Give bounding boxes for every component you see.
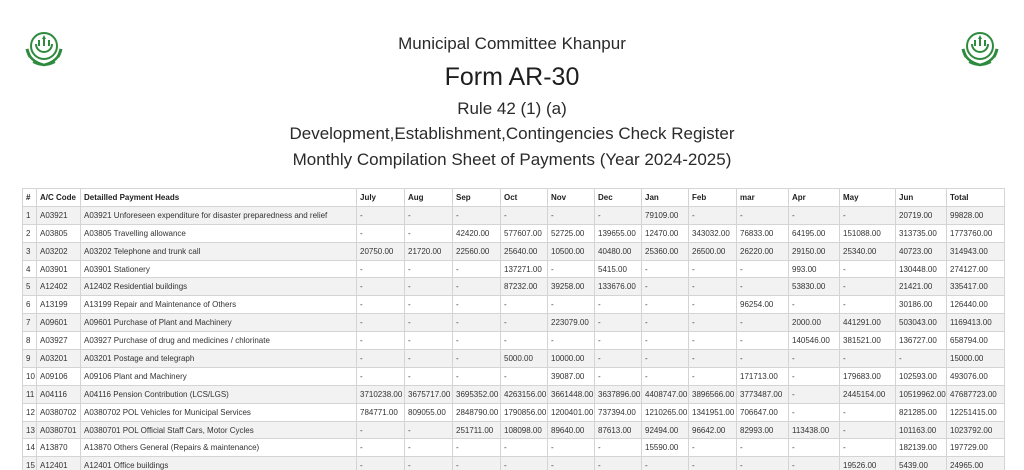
column-header-may: May <box>840 189 896 207</box>
cell-july: - <box>357 314 405 332</box>
cell-nov: - <box>548 206 595 224</box>
table-row <box>23 278 1005 296</box>
cell-dec: - <box>595 350 642 368</box>
cell-may: - <box>840 403 896 421</box>
cell-aug: - <box>405 421 453 439</box>
cell-aug: - <box>405 350 453 368</box>
cell-mar: 706647.00 <box>737 403 789 421</box>
column-header-apr: Apr <box>789 189 840 207</box>
cell-oct: 25640.00 <box>501 242 548 260</box>
committee-name: Municipal Committee Khanpur <box>398 34 626 53</box>
cell-dec: - <box>595 457 642 470</box>
cell-jan: 92494.00 <box>642 421 689 439</box>
cell-total: 15000.00 <box>947 350 1005 368</box>
cell-oct: - <box>501 314 548 332</box>
cell-oct: 5000.00 <box>501 350 548 368</box>
column-header-total: Total <box>947 189 1005 207</box>
cell-apr: - <box>789 439 840 457</box>
cell-nov: 3661448.00 <box>548 385 595 403</box>
cell-row-number: 14 <box>23 439 37 457</box>
cell-mar: - <box>737 206 789 224</box>
column-header-july: July <box>357 189 405 207</box>
cell-total: 335417.00 <box>947 278 1005 296</box>
cell-ac-code: A03202 <box>37 242 81 260</box>
cell-mar: - <box>737 260 789 278</box>
cell-total: 493076.00 <box>947 367 1005 385</box>
table-row <box>23 314 1005 332</box>
cell-dec: 5415.00 <box>595 260 642 278</box>
cell-payment-head: A13870 Others General (Repairs & maintenance) <box>81 439 357 457</box>
cell-payment-head: A09601 Purchase of Plant and Machinery <box>81 314 357 332</box>
table-row <box>23 296 1005 314</box>
cell-sep: - <box>453 278 501 296</box>
cell-dec: 87613.00 <box>595 421 642 439</box>
cell-ac-code: A09106 <box>37 367 81 385</box>
cell-may: - <box>840 439 896 457</box>
cell-apr: 2000.00 <box>789 314 840 332</box>
cell-sep: - <box>453 457 501 470</box>
cell-oct: - <box>501 439 548 457</box>
cell-jan: 79109.00 <box>642 206 689 224</box>
cell-may: - <box>840 350 896 368</box>
cell-nov: - <box>548 260 595 278</box>
cell-may: 151088.00 <box>840 224 896 242</box>
cell-feb: 1341951.00 <box>689 403 737 421</box>
cell-dec: - <box>595 314 642 332</box>
column-header-mar: mar <box>737 189 789 207</box>
cell-dec: - <box>595 439 642 457</box>
cell-payment-head: A03805 Travelling allowance <box>81 224 357 242</box>
cell-dec: 133676.00 <box>595 278 642 296</box>
cell-dec: 3637896.00 <box>595 385 642 403</box>
cell-july: - <box>357 224 405 242</box>
cell-ac-code: A03927 <box>37 332 81 350</box>
cell-nov: - <box>548 439 595 457</box>
cell-jun: 503043.00 <box>896 314 947 332</box>
cell-payment-head: A12402 Residential buildings <box>81 278 357 296</box>
cell-payment-head: A03921 Unforeseen expenditure for disaster preparedness and relief <box>81 206 357 224</box>
cell-aug: - <box>405 206 453 224</box>
table-row <box>23 439 1005 457</box>
cell-total: 274127.00 <box>947 260 1005 278</box>
cell-may: 2445154.00 <box>840 385 896 403</box>
cell-may: 441291.00 <box>840 314 896 332</box>
cell-jan: - <box>642 260 689 278</box>
cell-mar: 3773487.00 <box>737 385 789 403</box>
cell-apr: 53830.00 <box>789 278 840 296</box>
table-row <box>23 242 1005 260</box>
cell-aug: - <box>405 296 453 314</box>
cell-aug: - <box>405 367 453 385</box>
cell-jun: 130448.00 <box>896 260 947 278</box>
cell-row-number: 6 <box>23 296 37 314</box>
cell-mar: - <box>737 439 789 457</box>
cell-aug: - <box>405 314 453 332</box>
cell-apr: - <box>789 457 840 470</box>
cell-row-number: 9 <box>23 350 37 368</box>
cell-dec: - <box>595 206 642 224</box>
cell-nov: - <box>548 457 595 470</box>
cell-jan: 25360.00 <box>642 242 689 260</box>
cell-july: - <box>357 332 405 350</box>
cell-apr: 29150.00 <box>789 242 840 260</box>
table-row <box>23 224 1005 242</box>
cell-apr: - <box>789 385 840 403</box>
cell-total: 314943.00 <box>947 242 1005 260</box>
column-header-aug: Aug <box>405 189 453 207</box>
cell-row-number: 11 <box>23 385 37 403</box>
cell-total: 12251415.00 <box>947 403 1005 421</box>
cell-jun: 101163.00 <box>896 421 947 439</box>
cell-mar: - <box>737 457 789 470</box>
cell-payment-head: A0380702 POL Vehicles for Municipal Services <box>81 403 357 421</box>
cell-mar: - <box>737 332 789 350</box>
cell-aug: 809055.00 <box>405 403 453 421</box>
cell-july: - <box>357 350 405 368</box>
cell-july: 20750.00 <box>357 242 405 260</box>
cell-apr: - <box>789 367 840 385</box>
cell-apr: - <box>789 206 840 224</box>
cell-row-number: 3 <box>23 242 37 260</box>
cell-apr: - <box>789 350 840 368</box>
cell-total: 24965.00 <box>947 457 1005 470</box>
cell-nov: 1200401.00 <box>548 403 595 421</box>
cell-ac-code: A04116 <box>37 385 81 403</box>
cell-total: 197729.00 <box>947 439 1005 457</box>
cell-mar: - <box>737 350 789 368</box>
cell-july: - <box>357 457 405 470</box>
cell-may: - <box>840 206 896 224</box>
cell-may: - <box>840 421 896 439</box>
cell-apr: - <box>789 296 840 314</box>
cell-july: - <box>357 260 405 278</box>
cell-total: 1169413.00 <box>947 314 1005 332</box>
cell-may: - <box>840 296 896 314</box>
sheet-title: Monthly Compilation Sheet of Payments (Year 2024-2025) <box>292 150 732 169</box>
cell-july: 3710238.00 <box>357 385 405 403</box>
table-header-row <box>23 189 1005 207</box>
cell-sep: 22560.00 <box>453 242 501 260</box>
cell-dec: - <box>595 296 642 314</box>
cell-ac-code: A03201 <box>37 350 81 368</box>
cell-oct: 87232.00 <box>501 278 548 296</box>
column-header-row-number: # <box>23 189 37 207</box>
cell-oct: - <box>501 296 548 314</box>
cell-jun: 102593.00 <box>896 367 947 385</box>
cell-mar: 171713.00 <box>737 367 789 385</box>
cell-aug: 21720.00 <box>405 242 453 260</box>
cell-mar: 96254.00 <box>737 296 789 314</box>
cell-july: 784771.00 <box>357 403 405 421</box>
cell-jun: 821285.00 <box>896 403 947 421</box>
cell-nov: 39258.00 <box>548 278 595 296</box>
cell-ac-code: A03805 <box>37 224 81 242</box>
cell-feb: - <box>689 350 737 368</box>
cell-sep: 2848790.00 <box>453 403 501 421</box>
cell-total: 126440.00 <box>947 296 1005 314</box>
cell-payment-head: A13199 Repair and Maintenance of Others <box>81 296 357 314</box>
cell-sep: - <box>453 367 501 385</box>
cell-oct: - <box>501 367 548 385</box>
payments-table <box>22 188 1005 470</box>
rule-reference: Rule 42 (1) (a) <box>457 99 567 118</box>
cell-aug: - <box>405 457 453 470</box>
cell-row-number: 4 <box>23 260 37 278</box>
cell-apr: 993.00 <box>789 260 840 278</box>
table-row <box>23 457 1005 470</box>
table-row <box>23 260 1005 278</box>
cell-sep: - <box>453 332 501 350</box>
cell-payment-head: A03202 Telephone and trunk call <box>81 242 357 260</box>
cell-total: 99828.00 <box>947 206 1005 224</box>
cell-nov: 52725.00 <box>548 224 595 242</box>
cell-may: 19526.00 <box>840 457 896 470</box>
cell-payment-head: A09106 Plant and Machinery <box>81 367 357 385</box>
cell-feb: - <box>689 314 737 332</box>
cell-feb: - <box>689 457 737 470</box>
cell-sep: - <box>453 314 501 332</box>
cell-total: 1773760.00 <box>947 224 1005 242</box>
cell-aug: - <box>405 224 453 242</box>
cell-jun: 5439.00 <box>896 457 947 470</box>
cell-row-number: 7 <box>23 314 37 332</box>
cell-jan: 12470.00 <box>642 224 689 242</box>
cell-feb: 3896566.00 <box>689 385 737 403</box>
cell-jun: 136727.00 <box>896 332 947 350</box>
cell-ac-code: A12402 <box>37 278 81 296</box>
column-header-payment-head: Detailled Payment Heads <box>81 189 357 207</box>
cell-july: - <box>357 367 405 385</box>
cell-dec: 40480.00 <box>595 242 642 260</box>
cell-sep: - <box>453 350 501 368</box>
cell-july: - <box>357 296 405 314</box>
column-header-ac-code: A/C Code <box>37 189 81 207</box>
column-header-oct: Oct <box>501 189 548 207</box>
cell-payment-head: A03901 Stationery <box>81 260 357 278</box>
cell-apr: - <box>789 403 840 421</box>
table-row <box>23 367 1005 385</box>
table-row <box>23 206 1005 224</box>
cell-oct: 577607.00 <box>501 224 548 242</box>
cell-dec: 139655.00 <box>595 224 642 242</box>
column-header-dec: Dec <box>595 189 642 207</box>
cell-jan: - <box>642 296 689 314</box>
cell-mar: 82993.00 <box>737 421 789 439</box>
cell-jan: - <box>642 350 689 368</box>
cell-feb: - <box>689 367 737 385</box>
cell-jan: - <box>642 367 689 385</box>
cell-dec: 737394.00 <box>595 403 642 421</box>
table-row <box>23 403 1005 421</box>
cell-july: - <box>357 278 405 296</box>
payments-table-container <box>22 188 1004 470</box>
cell-nov: 10000.00 <box>548 350 595 368</box>
cell-jun: 313735.00 <box>896 224 947 242</box>
cell-row-number: 8 <box>23 332 37 350</box>
cell-sep: - <box>453 260 501 278</box>
cell-ac-code: A03901 <box>37 260 81 278</box>
cell-dec: - <box>595 367 642 385</box>
cell-payment-head: A03927 Purchase of drug and medicines / chlorinate <box>81 332 357 350</box>
cell-ac-code: A13199 <box>37 296 81 314</box>
column-header-feb: Feb <box>689 189 737 207</box>
cell-may: 179683.00 <box>840 367 896 385</box>
column-header-jan: Jan <box>642 189 689 207</box>
cell-payment-head: A04116 Pension Contribution (LCS/LGS) <box>81 385 357 403</box>
cell-feb: - <box>689 296 737 314</box>
table-row <box>23 332 1005 350</box>
cell-row-number: 12 <box>23 403 37 421</box>
cell-aug: 3675717.00 <box>405 385 453 403</box>
cell-jan: 4408747.00 <box>642 385 689 403</box>
table-row <box>23 385 1005 403</box>
cell-mar: - <box>737 278 789 296</box>
cell-sep: 3695352.00 <box>453 385 501 403</box>
cell-nov: 89640.00 <box>548 421 595 439</box>
table-body <box>23 206 1005 470</box>
cell-ac-code: A12401 <box>37 457 81 470</box>
cell-jan: 15590.00 <box>642 439 689 457</box>
cell-payment-head: A03201 Postage and telegraph <box>81 350 357 368</box>
cell-may: - <box>840 278 896 296</box>
cell-ac-code: A0380702 <box>37 403 81 421</box>
cell-sep: - <box>453 206 501 224</box>
cell-row-number: 10 <box>23 367 37 385</box>
cell-aug: - <box>405 332 453 350</box>
register-title: Development,Establishment,Contingencies Check Register <box>289 124 735 143</box>
cell-oct: 1790856.00 <box>501 403 548 421</box>
cell-jan: - <box>642 314 689 332</box>
cell-july: - <box>357 206 405 224</box>
cell-july: - <box>357 439 405 457</box>
cell-aug: - <box>405 260 453 278</box>
cell-jan: - <box>642 278 689 296</box>
cell-row-number: 13 <box>23 421 37 439</box>
cell-feb: - <box>689 278 737 296</box>
cell-july: - <box>357 421 405 439</box>
cell-dec: - <box>595 332 642 350</box>
cell-nov: 10500.00 <box>548 242 595 260</box>
cell-total: 47687723.00 <box>947 385 1005 403</box>
cell-oct: 108098.00 <box>501 421 548 439</box>
form-title: Form AR-30 <box>444 63 580 91</box>
cell-row-number: 2 <box>23 224 37 242</box>
cell-jan: 1210265.00 <box>642 403 689 421</box>
cell-row-number: 1 <box>23 206 37 224</box>
column-header-nov: Nov <box>548 189 595 207</box>
cell-oct: 4263156.00 <box>501 385 548 403</box>
cell-ac-code: A09601 <box>37 314 81 332</box>
cell-total: 658794.00 <box>947 332 1005 350</box>
cell-nov: 223079.00 <box>548 314 595 332</box>
cell-ac-code: A13870 <box>37 439 81 457</box>
cell-sep: 251711.00 <box>453 421 501 439</box>
cell-feb: - <box>689 332 737 350</box>
cell-aug: - <box>405 278 453 296</box>
cell-nov: 39087.00 <box>548 367 595 385</box>
cell-aug: - <box>405 439 453 457</box>
cell-jun: 21421.00 <box>896 278 947 296</box>
cell-feb: 96642.00 <box>689 421 737 439</box>
cell-row-number: 15 <box>23 457 37 470</box>
cell-nov: - <box>548 332 595 350</box>
cell-feb: 26500.00 <box>689 242 737 260</box>
cell-ac-code: A03921 <box>37 206 81 224</box>
column-header-sep: Sep <box>453 189 501 207</box>
cell-jan: - <box>642 332 689 350</box>
cell-may: - <box>840 260 896 278</box>
cell-total: 1023792.00 <box>947 421 1005 439</box>
cell-jan: - <box>642 457 689 470</box>
cell-row-number: 5 <box>23 278 37 296</box>
cell-apr: 140546.00 <box>789 332 840 350</box>
cell-feb: - <box>689 439 737 457</box>
cell-oct: - <box>501 206 548 224</box>
cell-ac-code: A0380701 <box>37 421 81 439</box>
cell-feb: - <box>689 260 737 278</box>
cell-mar: 76833.00 <box>737 224 789 242</box>
cell-may: 25340.00 <box>840 242 896 260</box>
cell-apr: 113438.00 <box>789 421 840 439</box>
cell-feb: - <box>689 206 737 224</box>
cell-jun: 10519962.00 <box>896 385 947 403</box>
column-header-jun: Jun <box>896 189 947 207</box>
cell-mar: - <box>737 314 789 332</box>
cell-feb: 343032.00 <box>689 224 737 242</box>
cell-payment-head: A0380701 POL Official Staff Cars, Motor Cycles <box>81 421 357 439</box>
table-row <box>23 421 1005 439</box>
cell-jun: 20719.00 <box>896 206 947 224</box>
table-row <box>23 350 1005 368</box>
cell-sep: - <box>453 439 501 457</box>
cell-jun: 182139.00 <box>896 439 947 457</box>
cell-oct: 137271.00 <box>501 260 548 278</box>
cell-sep: - <box>453 296 501 314</box>
cell-sep: 42420.00 <box>453 224 501 242</box>
cell-jun: 30186.00 <box>896 296 947 314</box>
cell-jun: - <box>896 350 947 368</box>
cell-oct: - <box>501 332 548 350</box>
cell-payment-head: A12401 Office buildings <box>81 457 357 470</box>
cell-mar: 26220.00 <box>737 242 789 260</box>
cell-apr: 64195.00 <box>789 224 840 242</box>
cell-oct: - <box>501 457 548 470</box>
cell-nov: - <box>548 296 595 314</box>
cell-jun: 40723.00 <box>896 242 947 260</box>
cell-may: 381521.00 <box>840 332 896 350</box>
